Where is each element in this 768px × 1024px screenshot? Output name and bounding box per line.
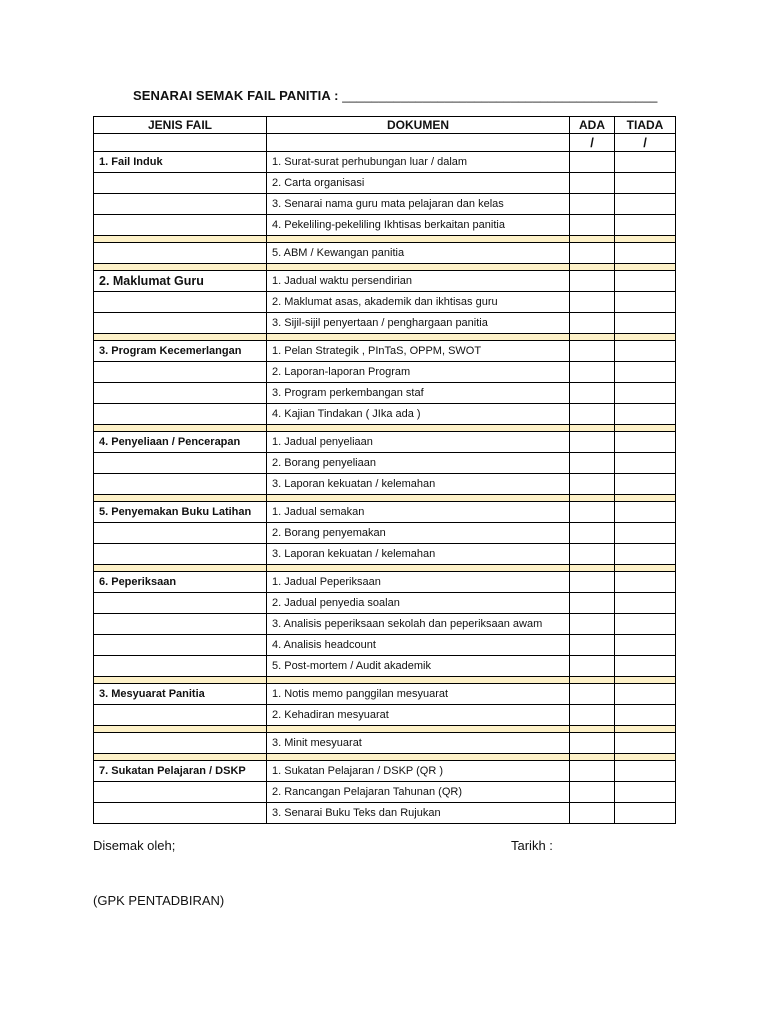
document-cell: 2. Carta organisasi <box>267 173 570 194</box>
category-cell-empty <box>94 733 267 754</box>
ada-checkbox-cell[interactable] <box>570 215 615 236</box>
document-cell: 2. Laporan-laporan Program <box>267 362 570 383</box>
category-cell: 1. Fail Induk <box>94 152 267 173</box>
separator-cell <box>570 236 615 243</box>
document-cell: 1. Surat-surat perhubungan luar / dalam <box>267 152 570 173</box>
checklist-row <box>94 215 676 236</box>
tiada-checkbox-cell[interactable] <box>615 474 676 495</box>
document-cell: 3. Minit mesyuarat <box>267 733 570 754</box>
ada-checkbox-cell[interactable] <box>570 593 615 614</box>
separator-cell <box>570 754 615 761</box>
category-cell-empty <box>94 593 267 614</box>
checked-by-label: Disemak oleh; <box>93 838 176 853</box>
tiada-checkbox-cell[interactable] <box>615 544 676 565</box>
ada-checkbox-cell[interactable] <box>570 761 615 782</box>
category-cell-empty <box>94 705 267 726</box>
separator-cell <box>570 495 615 502</box>
ada-checkbox-cell[interactable] <box>570 271 615 292</box>
tiada-checkbox-cell[interactable] <box>615 803 676 824</box>
checklist-row <box>94 404 676 425</box>
category-cell-empty <box>94 383 267 404</box>
tiada-checkbox-cell[interactable] <box>615 705 676 726</box>
tiada-checkbox-cell[interactable] <box>615 292 676 313</box>
category-cell-empty <box>94 453 267 474</box>
separator-row <box>94 677 676 684</box>
category-cell-empty <box>94 404 267 425</box>
separator-cell <box>94 754 267 761</box>
category-cell-empty <box>94 656 267 677</box>
checklist-row <box>94 453 676 474</box>
tiada-checkbox-cell[interactable] <box>615 523 676 544</box>
category-cell-empty <box>94 474 267 495</box>
separator-row <box>94 726 676 733</box>
category-cell-empty <box>94 544 267 565</box>
tiada-checkbox-cell[interactable] <box>615 502 676 523</box>
separator-cell <box>570 264 615 271</box>
separator-row <box>94 334 676 341</box>
ada-checkbox-cell[interactable] <box>570 292 615 313</box>
ada-checkbox-cell[interactable] <box>570 383 615 404</box>
category-cell-empty <box>94 362 267 383</box>
ada-checkbox-cell[interactable] <box>570 635 615 656</box>
separator-cell <box>615 726 676 733</box>
document-cell: 1. Notis memo panggilan mesyuarat <box>267 684 570 705</box>
document-cell: 1. Pelan Strategik , PInTaS, OPPM, SWOT <box>267 341 570 362</box>
document-cell: 2. Borang penyeliaan <box>267 453 570 474</box>
document-cell: 4. Analisis headcount <box>267 635 570 656</box>
header-ada: ADA <box>570 117 615 134</box>
ada-checkbox-cell[interactable] <box>570 782 615 803</box>
separator-cell <box>615 264 676 271</box>
separator-cell <box>267 334 570 341</box>
category-cell-empty <box>94 292 267 313</box>
document-cell: 1. Jadual penyeliaan <box>267 432 570 453</box>
separator-cell <box>94 495 267 502</box>
document-cell: 4. Kajian Tindakan ( JIka ada ) <box>267 404 570 425</box>
ada-checkbox-cell[interactable] <box>570 733 615 754</box>
document-cell: 2. Rancangan Pelajaran Tahunan (QR) <box>267 782 570 803</box>
ada-checkbox-cell[interactable] <box>570 453 615 474</box>
category-cell-empty <box>94 194 267 215</box>
header-dokumen: DOKUMEN <box>267 117 570 134</box>
separator-cell <box>615 495 676 502</box>
category-cell: 3. Mesyuarat Panitia <box>94 684 267 705</box>
ada-mark: / <box>570 134 615 152</box>
tiada-checkbox-cell[interactable] <box>615 635 676 656</box>
tiada-checkbox-cell[interactable] <box>615 684 676 705</box>
tiada-checkbox-cell[interactable] <box>615 271 676 292</box>
ada-checkbox-cell[interactable] <box>570 173 615 194</box>
tiada-checkbox-cell[interactable] <box>615 243 676 264</box>
separator-cell <box>570 425 615 432</box>
document-cell: 2. Maklumat asas, akademik dan ikhtisas guru <box>267 292 570 313</box>
separator-cell <box>94 565 267 572</box>
document-cell: 3. Senarai Buku Teks dan Rujukan <box>267 803 570 824</box>
category-cell: 3. Program Kecemerlangan <box>94 341 267 362</box>
document-cell: 3. Program perkembangan staf <box>267 383 570 404</box>
category-cell: 4. Penyeliaan / Pencerapan <box>94 432 267 453</box>
category-cell-empty <box>94 635 267 656</box>
separator-cell <box>267 677 570 684</box>
ada-checkbox-cell[interactable] <box>570 194 615 215</box>
tiada-checkbox-cell[interactable] <box>615 656 676 677</box>
tiada-checkbox-cell[interactable] <box>615 572 676 593</box>
title-label: SENARAI SEMAK FAIL PANITIA : <box>133 88 339 103</box>
category-cell: 6. Peperiksaan <box>94 572 267 593</box>
tiada-checkbox-cell[interactable] <box>615 404 676 425</box>
separator-cell <box>615 334 676 341</box>
checklist-row <box>94 523 676 544</box>
separator-row <box>94 495 676 502</box>
tiada-checkbox-cell[interactable] <box>615 761 676 782</box>
separator-cell <box>615 677 676 684</box>
signatory-role: (GPK PENTADBIRAN) <box>93 893 225 908</box>
ada-checkbox-cell[interactable] <box>570 572 615 593</box>
category-cell-empty <box>94 614 267 635</box>
checklist-row <box>94 782 676 803</box>
tiada-checkbox-cell[interactable] <box>615 152 676 173</box>
ada-checkbox-cell[interactable] <box>570 684 615 705</box>
category-cell: 2. Maklumat Guru <box>94 271 267 292</box>
separator-cell <box>94 726 267 733</box>
category-cell-empty <box>94 523 267 544</box>
tiada-checkbox-cell[interactable] <box>615 383 676 404</box>
header-spacer <box>94 134 267 152</box>
tiada-checkbox-cell[interactable] <box>615 173 676 194</box>
separator-cell <box>615 565 676 572</box>
checklist-table <box>93 116 676 824</box>
separator-cell <box>570 565 615 572</box>
checklist-row <box>94 593 676 614</box>
category-cell-empty <box>94 243 267 264</box>
separator-row <box>94 565 676 572</box>
ada-checkbox-cell[interactable] <box>570 544 615 565</box>
separator-cell <box>94 236 267 243</box>
checklist-row <box>94 502 676 523</box>
ada-checkbox-cell[interactable] <box>570 523 615 544</box>
document-cell: 3. Analisis peperiksaan sekolah dan peperiksaan awam <box>267 614 570 635</box>
separator-cell <box>94 677 267 684</box>
category-cell-empty <box>94 215 267 236</box>
tiada-checkbox-cell[interactable] <box>615 593 676 614</box>
tiada-checkbox-cell[interactable] <box>615 313 676 334</box>
separator-cell <box>615 236 676 243</box>
separator-row <box>94 264 676 271</box>
checklist-row <box>94 635 676 656</box>
document-cell: 2. Kehadiran mesyuarat <box>267 705 570 726</box>
separator-row <box>94 754 676 761</box>
tiada-checkbox-cell[interactable] <box>615 194 676 215</box>
separator-cell <box>267 425 570 432</box>
ada-checkbox-cell[interactable] <box>570 243 615 264</box>
category-cell: 7. Sukatan Pelajaran / DSKP <box>94 761 267 782</box>
checklist-row <box>94 243 676 264</box>
checklist-row <box>94 194 676 215</box>
checklist-row <box>94 271 676 292</box>
separator-cell <box>267 754 570 761</box>
checklist-row <box>94 292 676 313</box>
header-jenis-fail: JENIS FAIL <box>94 117 267 134</box>
checklist-row <box>94 432 676 453</box>
ada-checkbox-cell[interactable] <box>570 705 615 726</box>
page-title <box>133 88 657 103</box>
document-cell: 5. Post-mortem / Audit akademik <box>267 656 570 677</box>
separator-cell <box>267 565 570 572</box>
title-blank-line: ___________________________________________ <box>342 88 658 103</box>
tiada-checkbox-cell[interactable] <box>615 432 676 453</box>
header-spacer <box>267 134 570 152</box>
tiada-mark: / <box>615 134 676 152</box>
document-cell: 1. Sukatan Pelajaran / DSKP (QR ) <box>267 761 570 782</box>
tiada-checkbox-cell[interactable] <box>615 614 676 635</box>
checklist-row <box>94 803 676 824</box>
checklist-row <box>94 383 676 404</box>
separator-cell <box>570 677 615 684</box>
separator-cell <box>267 726 570 733</box>
document-cell: 2. Borang penyemakan <box>267 523 570 544</box>
tiada-checkbox-cell[interactable] <box>615 215 676 236</box>
ada-checkbox-cell[interactable] <box>570 656 615 677</box>
checklist-row <box>94 474 676 495</box>
tiada-checkbox-cell[interactable] <box>615 341 676 362</box>
checklist-row <box>94 152 676 173</box>
checklist-row <box>94 705 676 726</box>
document-cell: 3. Laporan kekuatan / kelemahan <box>267 474 570 495</box>
ada-checkbox-cell[interactable] <box>570 432 615 453</box>
document-cell: 3. Laporan kekuatan / kelemahan <box>267 544 570 565</box>
document-cell: 1. Jadual semakan <box>267 502 570 523</box>
tiada-checkbox-cell[interactable] <box>615 453 676 474</box>
checklist-row <box>94 313 676 334</box>
checklist-row <box>94 733 676 754</box>
ada-checkbox-cell[interactable] <box>570 803 615 824</box>
separator-cell <box>94 334 267 341</box>
separator-cell <box>570 334 615 341</box>
separator-cell <box>267 495 570 502</box>
category-cell-empty <box>94 782 267 803</box>
checklist-row <box>94 173 676 194</box>
checklist-row <box>94 656 676 677</box>
document-cell: 1. Jadual waktu persendirian <box>267 271 570 292</box>
checklist-row <box>94 572 676 593</box>
checklist-row <box>94 341 676 362</box>
separator-cell <box>267 264 570 271</box>
ada-checkbox-cell[interactable] <box>570 313 615 334</box>
document-cell: 5. ABM / Kewangan panitia <box>267 243 570 264</box>
ada-checkbox-cell[interactable] <box>570 474 615 495</box>
checklist-row <box>94 684 676 705</box>
checklist-row <box>94 544 676 565</box>
tiada-checkbox-cell[interactable] <box>615 362 676 383</box>
document-cell: 3. Sijil-sijil penyertaan / penghargaan panitia <box>267 313 570 334</box>
separator-cell <box>615 425 676 432</box>
ada-checkbox-cell[interactable] <box>570 341 615 362</box>
ada-checkbox-cell[interactable] <box>570 362 615 383</box>
separator-cell <box>570 726 615 733</box>
checklist-row <box>94 362 676 383</box>
document-cell: 1. Jadual Peperiksaan <box>267 572 570 593</box>
ada-checkbox-cell[interactable] <box>570 152 615 173</box>
tiada-checkbox-cell[interactable] <box>615 782 676 803</box>
category-cell-empty <box>94 803 267 824</box>
category-cell-empty <box>94 313 267 334</box>
ada-checkbox-cell[interactable] <box>570 502 615 523</box>
document-cell: 2. Jadual penyedia soalan <box>267 593 570 614</box>
category-cell-empty <box>94 173 267 194</box>
category-cell: 5. Penyemakan Buku Latihan <box>94 502 267 523</box>
separator-row <box>94 425 676 432</box>
ada-checkbox-cell[interactable] <box>570 614 615 635</box>
header-tiada: TIADA <box>615 117 676 134</box>
separator-cell <box>615 754 676 761</box>
checklist-body <box>94 152 676 824</box>
document-cell: 3. Senarai nama guru mata pelajaran dan kelas <box>267 194 570 215</box>
document-cell: 4. Pekeliling-pekeliling Ikhtisas berkaitan panitia <box>267 215 570 236</box>
checklist-row <box>94 614 676 635</box>
date-label: Tarikh : <box>511 838 553 853</box>
ada-checkbox-cell[interactable] <box>570 404 615 425</box>
separator-row <box>94 236 676 243</box>
tiada-checkbox-cell[interactable] <box>615 733 676 754</box>
separator-cell <box>267 236 570 243</box>
separator-cell <box>94 264 267 271</box>
separator-cell <box>94 425 267 432</box>
checklist-row <box>94 761 676 782</box>
